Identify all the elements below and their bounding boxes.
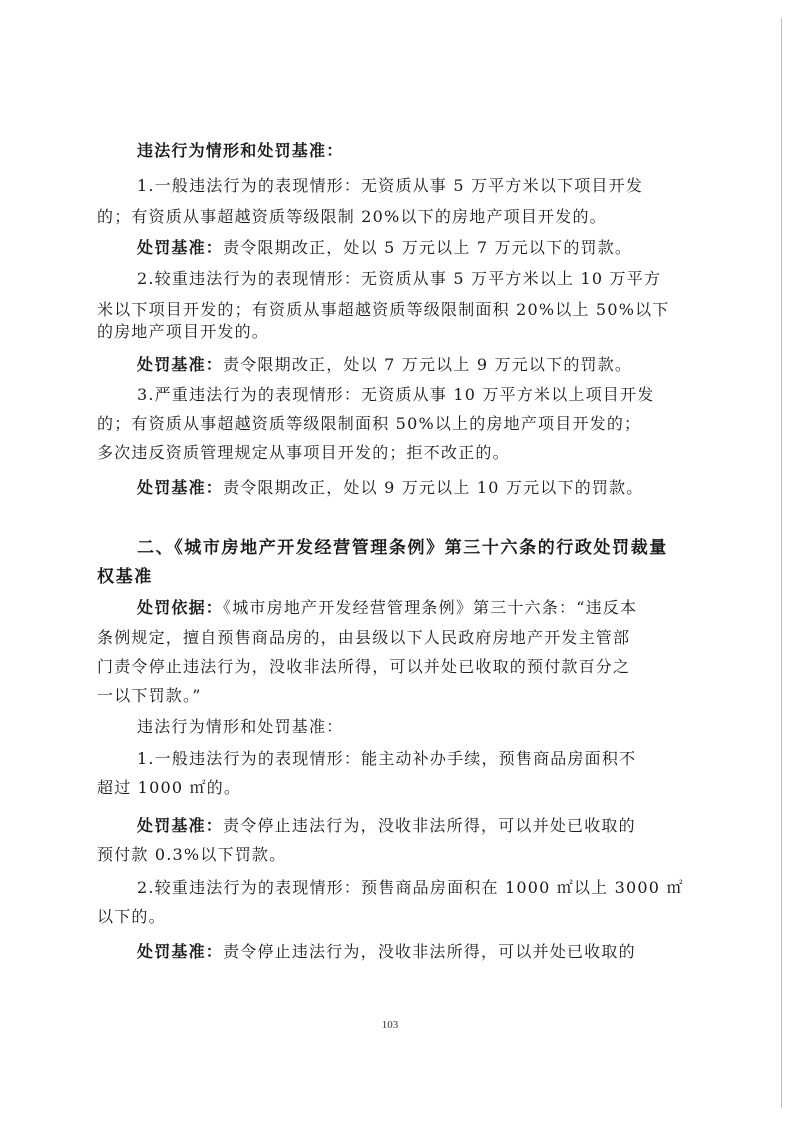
section2-serious-case-line1: 2.较重违法行为的表现情形：预售商品房面积在 1000 ㎡以上 3000 ㎡ <box>137 878 684 897</box>
penalty-label: 处罚基准： <box>137 942 224 961</box>
section1-serious-case-line3: 的房地产项目开发的。 <box>97 322 270 341</box>
section2-general-penalty-line2: 预付款 0.3%以下罚款。 <box>97 845 287 864</box>
section1-general-case-line2: 的；有资质从事超越资质等级限制 20%以下的房地产项目开发的。 <box>97 207 607 226</box>
page-number: 103 <box>381 1019 399 1031</box>
penalty-text: 责令限期改正，处以 7 万元以上 9 万元以下的罚款。 <box>223 355 633 374</box>
section2-basis-line2: 条例规定，擅自预售商品房的，由县级以下人民政府房地产开发主管部 <box>97 628 631 647</box>
section1-serious-case-line1: 2.较重违法行为的表现情形：无资质从事 5 万平方米以上 10 万平方 <box>137 269 662 288</box>
section1-severe-case-line2: 的；有资质从事超越资质等级限制面积 50%以上的房地产项目开发的； <box>97 414 642 433</box>
section2-serious-penalty-line1 <box>137 942 636 962</box>
penalty-label: 处罚基准： <box>137 478 224 497</box>
section1-severe-case-line1: 3.严重违法行为的表现情形：无资质从事 10 万平方米以上项目开发 <box>137 385 655 404</box>
section2-general-case-line2: 超过 1000 ㎡的。 <box>97 778 242 797</box>
section2-basis-line4: 一以下罚款。” <box>97 686 202 705</box>
penalty-text: 责令停止违法行为，没收非法所得，可以并处已收取的 <box>223 816 636 835</box>
penalty-text: 责令限期改正，处以 9 万元以上 10 万元以下的罚款。 <box>223 478 644 497</box>
section1-severe-penalty <box>137 478 644 498</box>
section2-criteria-title: 违法行为情形和处罚基准： <box>137 717 344 736</box>
section1-serious-case-line2: 米以下项目开发的；有资质从事超越资质等级限制面积 20%以上 50%以下 <box>97 300 670 319</box>
section2-heading-line1: 二、《城市房地产开发经营管理条例》第三十六条的行政处罚裁量 <box>137 538 668 558</box>
penalty-label: 处罚基准： <box>137 238 224 257</box>
penalty-label: 处罚基准： <box>137 355 224 374</box>
basis-text: 《城市房地产开发经营管理条例》第三十六条：“违反本 <box>223 598 638 617</box>
section2-general-case-line1: 1.一般违法行为的表现情形：能主动补办手续，预售商品房面积不 <box>137 749 637 768</box>
section2-basis-line3: 门责令停止违法行为，没收非法所得，可以并处已收取的预付款百分之 <box>97 657 631 676</box>
section1-severe-case-line3: 多次违反资质管理规定从事项目开发的；拒不改正的。 <box>97 443 510 462</box>
penalty-label: 处罚基准： <box>137 816 224 835</box>
scan-edge-line <box>781 18 782 1108</box>
basis-label: 处罚依据： <box>137 598 224 617</box>
section2-serious-case-line2: 以下的。 <box>97 907 166 926</box>
section2-basis-line1 <box>137 598 637 618</box>
penalty-text: 责令停止违法行为，没收非法所得，可以并处已收取的 <box>223 942 636 961</box>
section1-general-case-line1: 1.一般违法行为的表现情形：无资质从事 5 万平方米以下项目开发 <box>137 176 644 195</box>
section2-heading-line2: 权基准 <box>97 567 153 587</box>
section2-general-penalty-line1 <box>137 816 636 836</box>
penalty-text: 责令限期改正，处以 5 万元以上 7 万元以下的罚款。 <box>223 238 633 257</box>
section1-general-penalty <box>137 238 632 258</box>
section1-criteria-title: 违法行为情形和处罚基准： <box>137 141 344 160</box>
section1-serious-penalty <box>137 355 632 375</box>
